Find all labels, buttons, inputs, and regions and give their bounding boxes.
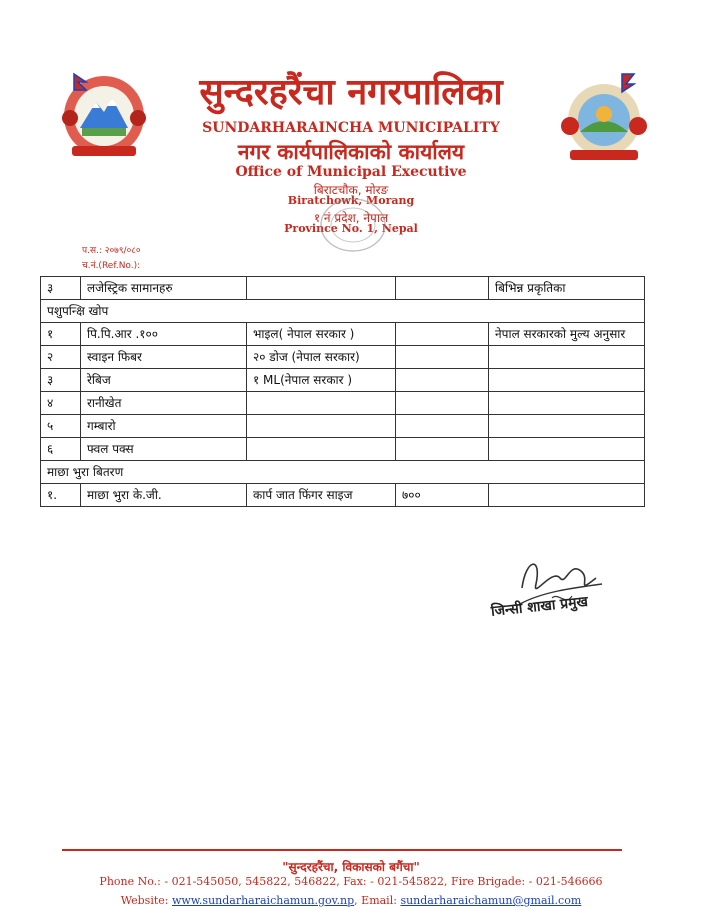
table-cell bbox=[396, 346, 489, 369]
section-label: माछा भुरा बितरण bbox=[41, 461, 645, 484]
inventory-table bbox=[40, 276, 645, 507]
municipality-title-english: SUNDARHARAINCHA MUNICIPALITY bbox=[202, 120, 500, 136]
website-label: Website: bbox=[120, 894, 172, 907]
office-stamp-icon bbox=[318, 196, 388, 254]
table-cell bbox=[489, 369, 645, 392]
section-row bbox=[41, 300, 645, 323]
table-cell: लजेस्ट्रिक सामानहरु bbox=[81, 277, 247, 300]
office-title-nepali: नगर कार्यपालिकाको कार्यालय bbox=[237, 140, 465, 164]
table-cell bbox=[489, 438, 645, 461]
table-cell bbox=[396, 415, 489, 438]
table-cell bbox=[396, 277, 489, 300]
table-cell bbox=[396, 369, 489, 392]
table-cell bbox=[247, 438, 396, 461]
table-cell: पि.पि.आर .१०० bbox=[81, 323, 247, 346]
table-row bbox=[41, 346, 645, 369]
table-row bbox=[41, 484, 645, 507]
table-cell: बिभिन्न प्रकृतिका bbox=[489, 277, 645, 300]
table-cell: नेपाल सरकारको मुल्य अनुसार bbox=[489, 323, 645, 346]
table-row bbox=[41, 323, 645, 346]
address-nepali: बिराटचौक, मोरङ bbox=[313, 183, 389, 197]
table-cell: ७०० bbox=[396, 484, 489, 507]
website-link[interactable]: www.sundarharaichamun.gov.np bbox=[171, 894, 355, 907]
table-cell bbox=[247, 415, 396, 438]
table-cell: भाइल( नेपाल सरकार ) bbox=[247, 323, 396, 346]
table-cell: गम्बारो bbox=[81, 415, 247, 438]
footer-phone: Phone No.: - 021-545050, 545822, 546822, Fax: - 021-545822, Fire Brigade: - 021-546666 bbox=[99, 875, 603, 888]
table-cell bbox=[247, 277, 396, 300]
address-english: Biratchowk, Morang bbox=[287, 194, 415, 207]
table-cell: रानीखेत bbox=[81, 392, 247, 415]
table-cell: ३ bbox=[41, 369, 81, 392]
table-cell bbox=[247, 392, 396, 415]
table-cell: रेबिज bbox=[81, 369, 247, 392]
footer-contact bbox=[0, 894, 702, 907]
footer-slogan: "सुन्दरहरैंचा, विकासको बगैंचा" bbox=[282, 860, 420, 874]
table-cell: कार्प जात फिंगर साइज bbox=[247, 484, 396, 507]
table-row bbox=[41, 415, 645, 438]
table-cell bbox=[489, 346, 645, 369]
table-cell: १ bbox=[41, 323, 81, 346]
table-cell: माछा भुरा के.जी. bbox=[81, 484, 247, 507]
province-english: Province No. 1, Nepal bbox=[284, 222, 418, 235]
table-cell: २० डोज (नेपाल सरकार) bbox=[247, 346, 396, 369]
table-cell bbox=[396, 438, 489, 461]
table-cell bbox=[396, 323, 489, 346]
ref-ps: प.स.: २०७९/०८० bbox=[82, 246, 141, 256]
table-cell: फ्वल पक्स bbox=[81, 438, 247, 461]
footer-divider bbox=[62, 849, 622, 851]
table-cell: २ bbox=[41, 346, 81, 369]
table-cell bbox=[489, 415, 645, 438]
table-row bbox=[41, 438, 645, 461]
province-nepali: १ नं प्रदेश, नेपाल bbox=[313, 211, 389, 225]
table-cell: १ ML(नेपाल सरकार ) bbox=[247, 369, 396, 392]
table-cell: १. bbox=[41, 484, 81, 507]
table-cell: ४ bbox=[41, 392, 81, 415]
email-label: , Email: bbox=[354, 894, 401, 907]
table-row bbox=[41, 277, 645, 300]
office-title-english: Office of Municipal Executive bbox=[235, 164, 467, 180]
table-cell: ६ bbox=[41, 438, 81, 461]
section-label: पशुपन्क्षि खोप bbox=[41, 300, 645, 323]
email-link[interactable]: sundarharaichamun@gmail.com bbox=[400, 894, 582, 907]
signature-label: जिन्सी शाखा प्रमुख bbox=[490, 593, 589, 620]
municipality-title-nepali: सुन्दरहरैंचा नगरपालिका bbox=[199, 72, 503, 113]
table-cell: ३ bbox=[41, 277, 81, 300]
table-row bbox=[41, 369, 645, 392]
section-row bbox=[41, 461, 645, 484]
table-row bbox=[41, 392, 645, 415]
table-cell bbox=[396, 392, 489, 415]
table-cell bbox=[489, 392, 645, 415]
table-cell: स्वाइन फिबर bbox=[81, 346, 247, 369]
table-cell bbox=[489, 484, 645, 507]
ref-number: च.नं.(Ref.No.): bbox=[82, 261, 141, 271]
table-cell: ५ bbox=[41, 415, 81, 438]
